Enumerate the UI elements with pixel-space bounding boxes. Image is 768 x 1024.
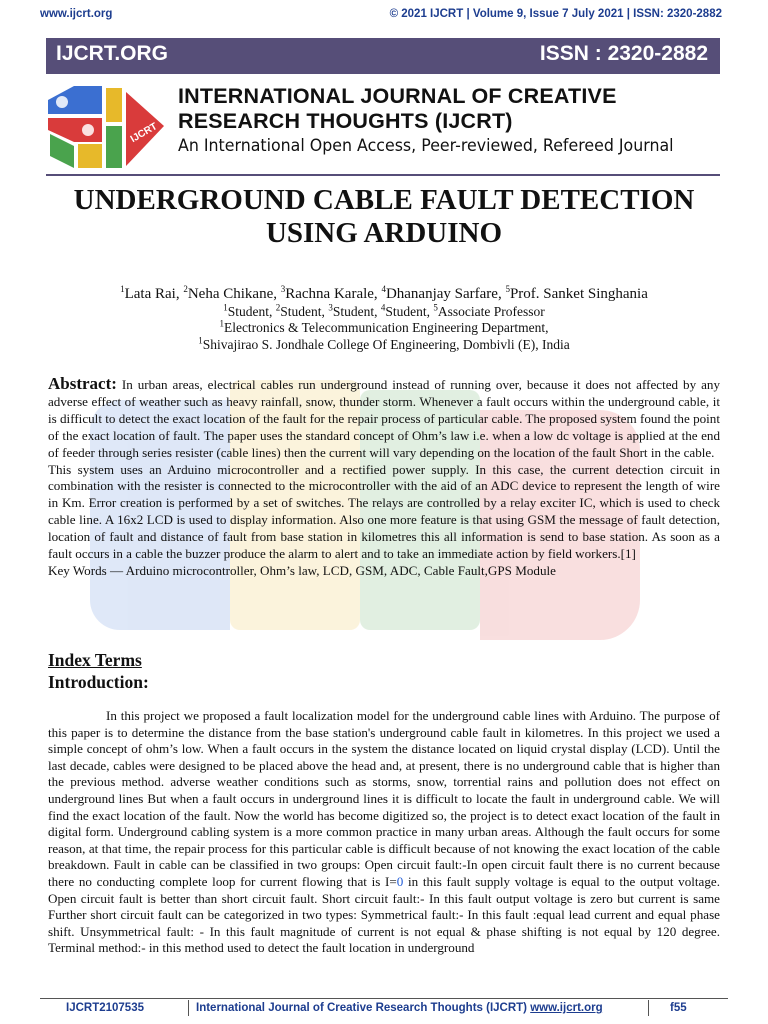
footer-journal xyxy=(196,1002,603,1014)
intro-paragraph xyxy=(48,708,720,957)
footer-url-link[interactable]: www.ijcrt.org xyxy=(530,1002,603,1014)
role-sup: 1 xyxy=(223,302,228,313)
role-name: Associate Professor xyxy=(437,304,545,319)
footer-journal-name: International Journal of Creative Research Thoughts (IJCRT) xyxy=(196,1002,531,1014)
journal-subtitle: An International Open Access, Peer-reviewed, Refereed Journal xyxy=(178,136,674,156)
abstract-heading: Abstract: xyxy=(48,374,117,393)
journal-name-line1: INTERNATIONAL JOURNAL OF CREATIVE xyxy=(178,84,617,108)
footer-rule xyxy=(40,998,728,999)
role-name: Student, xyxy=(227,304,276,319)
role-name: Student, xyxy=(385,304,434,319)
footer-separator xyxy=(188,1000,189,1016)
intro-text2: in this fault supply voltage is equal to the output voltage. Open circuit fault is better than short circuit fault. Short circuit fault:- In this fault output voltage is zero but current is same Further short circuit fault can be categorized in two types: Symmetrical fault:- In this fault :equal lead current and equal phase shift. Unsymmetrical fault: - In this fault magnitude of current is not equal & phase shifting is not equal by 120 degree. Terminal method:- in this method used to detect the fault location in underground xyxy=(48,873,720,956)
author-sup: 5 xyxy=(505,284,510,294)
keywords: Key Words — Arduino microcontroller, Ohm’s law, LCD, GSM, ADC, Cable Fault,GPS Module xyxy=(48,562,556,578)
journal-name xyxy=(178,84,718,134)
author-sup: 2 xyxy=(183,284,188,294)
abstract-para1 xyxy=(48,376,720,462)
footer-separator xyxy=(648,1000,649,1016)
author-sup: 4 xyxy=(381,284,386,294)
page-number: f55 xyxy=(670,1002,687,1014)
introduction-body xyxy=(48,708,720,957)
band-site: IJCRT.ORG xyxy=(56,42,169,65)
intro-zero: 0 xyxy=(396,873,404,889)
author-sup: 3 xyxy=(280,284,286,294)
author-name: Rachna Karale, xyxy=(285,286,382,302)
abstract-text1: In urban areas, electrical cables run underground instead of running over, because it does not affected by any adverse effect of weather such as heavy rainfall, snow, thunder storm. Whenever a fault occurs within the underground cable, it is difficult to detect the exact location of the fault for the repair process of particular cable. The proposed system found the point of the exact location of fault. The paper uses the standard concept of Ohm’s law i.e. when a low dc voltage is applied at the end of feeder through series resister (cable lines) then the current will vary depending on the location of the fault Short in the cable. xyxy=(48,377,720,460)
journal-name-line2: RESEARCH THOUGHTS (IJCRT) xyxy=(178,109,513,133)
role-sup: 3 xyxy=(328,302,333,313)
author-name: Neha Chikane, xyxy=(187,286,281,302)
title-line2: USING ARDUINO xyxy=(265,217,503,249)
dept-sup: 1 xyxy=(219,318,224,329)
department xyxy=(40,320,728,336)
paper-id: IJCRT2107535 xyxy=(66,1002,144,1014)
college-sup: 1 xyxy=(198,335,203,346)
college-text: Shivajirao S. Jondhale College Of Engineering, Dombivli (E), India xyxy=(202,337,570,352)
role-sup: 4 xyxy=(380,302,386,313)
role-name: Student, xyxy=(280,304,329,319)
author-name: Prof. Sanket Singhania xyxy=(509,286,648,302)
index-terms-heading: Index Terms xyxy=(48,650,142,670)
college xyxy=(40,337,728,353)
author-sup: 1 xyxy=(120,284,125,294)
author-roles xyxy=(40,304,728,320)
running-header xyxy=(40,6,722,24)
author-name: Dhananjay Sarfare, xyxy=(385,286,506,302)
title-line1: UNDERGROUND CABLE FAULT DETECTION xyxy=(73,184,695,216)
abstract-para2: This system uses an Arduino microcontroller and a rectified power supply. In this case, the current detection circuit in combination with the resister is connected to the microcontroller with the aid of an ADC device to represent the length of wire in Km. Error creation is performed by a set of switches. The relays are controlled by a relay exciter IC, which is used to check cable line. A 16x2 LCD is used to display information. Also one more feature is that using GSM the message of fault detection, location of fault and distance of fault from base station in kilometres this all information is send to base station. As soon as a fault occurs in a cable the buzzer produce the alarm to alert and to take an immediate action by field workers.[1] xyxy=(48,461,720,562)
department-text: Electronics & Telecommunication Engineering Department, xyxy=(223,320,549,335)
logo-text: IJCRT xyxy=(128,121,160,146)
role-name: Student, xyxy=(332,304,381,319)
site-link[interactable]: www.ijcrt.org xyxy=(40,8,113,20)
author-name: Lata Rai, xyxy=(124,286,184,302)
band-issn: ISSN : 2320-2882 xyxy=(539,42,708,65)
introduction-heading: Introduction: xyxy=(48,672,149,692)
ijcrt-logo xyxy=(44,80,168,172)
paper-title xyxy=(40,184,728,250)
issue-info: © 2021 IJCRT | Volume 9, Issue 7 July 2021 | ISSN: 2320-2882 xyxy=(389,8,722,20)
abstract xyxy=(48,376,720,580)
intro-text1: In this project we proposed a fault localization model for the underground cable lines with Arduino. The purpose of this paper is to determine the distance from the base station's underground cable fault in kilometres. In this project we used a simple concept of ohm’s low. When a fault occurs in the system the distance located on liquid crystal display (LCD). Until the last decade, cables were designed to be placed above the head and, at present, there is no underground cable that is higher than the previous method. adverse weather conditions such as storms, snow, torrential rains and pollution does not effect on underground lines But when a fault occurs in underground lines it is difficult to locate the fault in underground cable. We will find the exact location of the fault. Now the world has become digitized so, the project is to detect exact location of the fault in digital form. Underground cabling system is a more common practice in many urban areas. Although the fault occurs for some reason, at that time, the repair process for this particular cable is difficult because of not knowing the exact location of the cable breakdown. Fault in cable can be classified in two groups: Open circuit fault:-In open circuit fault there is no current because there no conducting complete loop for current flowing that is I= xyxy=(48,708,720,889)
role-sup: 5 xyxy=(433,302,438,313)
role-sup: 2 xyxy=(275,302,281,313)
author-list xyxy=(40,286,728,303)
header-rule xyxy=(46,174,720,176)
journal-band xyxy=(46,38,720,74)
